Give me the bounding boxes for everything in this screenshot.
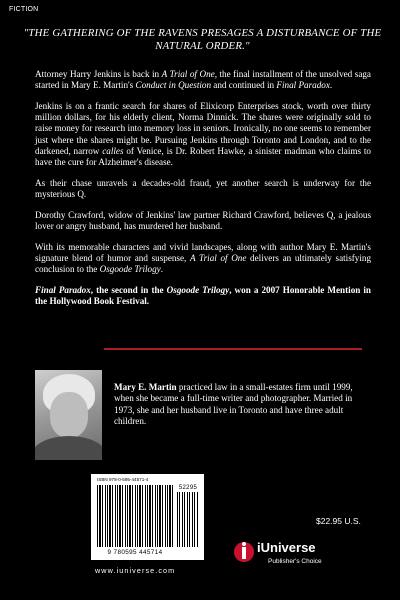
author-bio [114,382,372,427]
isbn-text: ISBN 978-0-595-44571-4 [97,477,149,482]
price: $22.95 U.S. [316,516,361,526]
iuniverse-logo-icon [233,538,257,566]
logo-subtitle: Publisher's Choice [268,558,322,565]
author-photo-face [50,392,88,438]
author-name: Mary E. Martin [114,382,177,392]
barcode-bars [97,485,173,547]
barcode-addon-number: 52295 [178,485,198,491]
blurb-paragraph-2: Jenkins is on a frantic search for shares of Elixicorp Enterprises stock, worth over thirty million dollars, for his elderly client, Norma Dinnick. The shares were originally sold to raise money for research into memory loss in seniors. Ironically, no one seems to remember just where the shares might be. Pursuing Jenkins through Toronto and London, and to the darkened, narrow calles of Venice, is Dr. Robert Hawke, a sinister madman who claims to have the cure for Alzheimer's disease. [35,101,371,168]
blurb-paragraph-5: With its memorable characters and vivid landscapes, along with author Mary E. Martin's signature blend of humor and suspense, A Trial of One delivers an ultimately satisfying conclusion to the Osgoode Trilogy. [35,241,372,275]
author-photo-shoulders [35,436,102,460]
award-note: Final Paradox, the second in the Osgoode Trilogy, won a 2007 Honorable Mention in the Hollywood Book Festival. [35,285,371,307]
red-divider [104,348,362,350]
barcode [91,474,204,560]
publisher-url: www.iuniverse.com [95,566,176,575]
book-blurb [35,69,371,317]
barcode-addon-bars [177,492,199,547]
blurb-paragraph-1: Attorney Harry Jenkins is back in A Trial of One, the final installment of the unsolved saga started in Mary E. Martin's Conduct in Question and continued in Final Paradox. [35,69,371,91]
author-bio-text: practiced law in a small-estates firm until 1999, when she became a full-time writer and photographer. Married in 1973, she and her husband live in Toronto and have three adult children. [114,382,353,426]
logo-wordmark: iUniverse [257,540,316,555]
publisher-logo [233,536,343,570]
genre-label: FICTION [9,6,39,13]
barcode-number: 9 780595 445714 [107,549,163,556]
blurb-paragraph-3: As their chase unravels a decades-old fraud, yet another search is underway for the mysterious Q. [35,177,371,200]
cover-quote: "THE GATHERING OF THE RAVENS PRESAGES A DISTURBANCE OF THE NATURAL ORDER." [23,27,382,52]
blurb-paragraph-4: Dorothy Crawford, widow of Jenkins' law partner Richard Crawford, believes Q, a jealous lover or angry husband, has murdered her husband. [35,209,371,232]
author-photo [35,370,102,460]
